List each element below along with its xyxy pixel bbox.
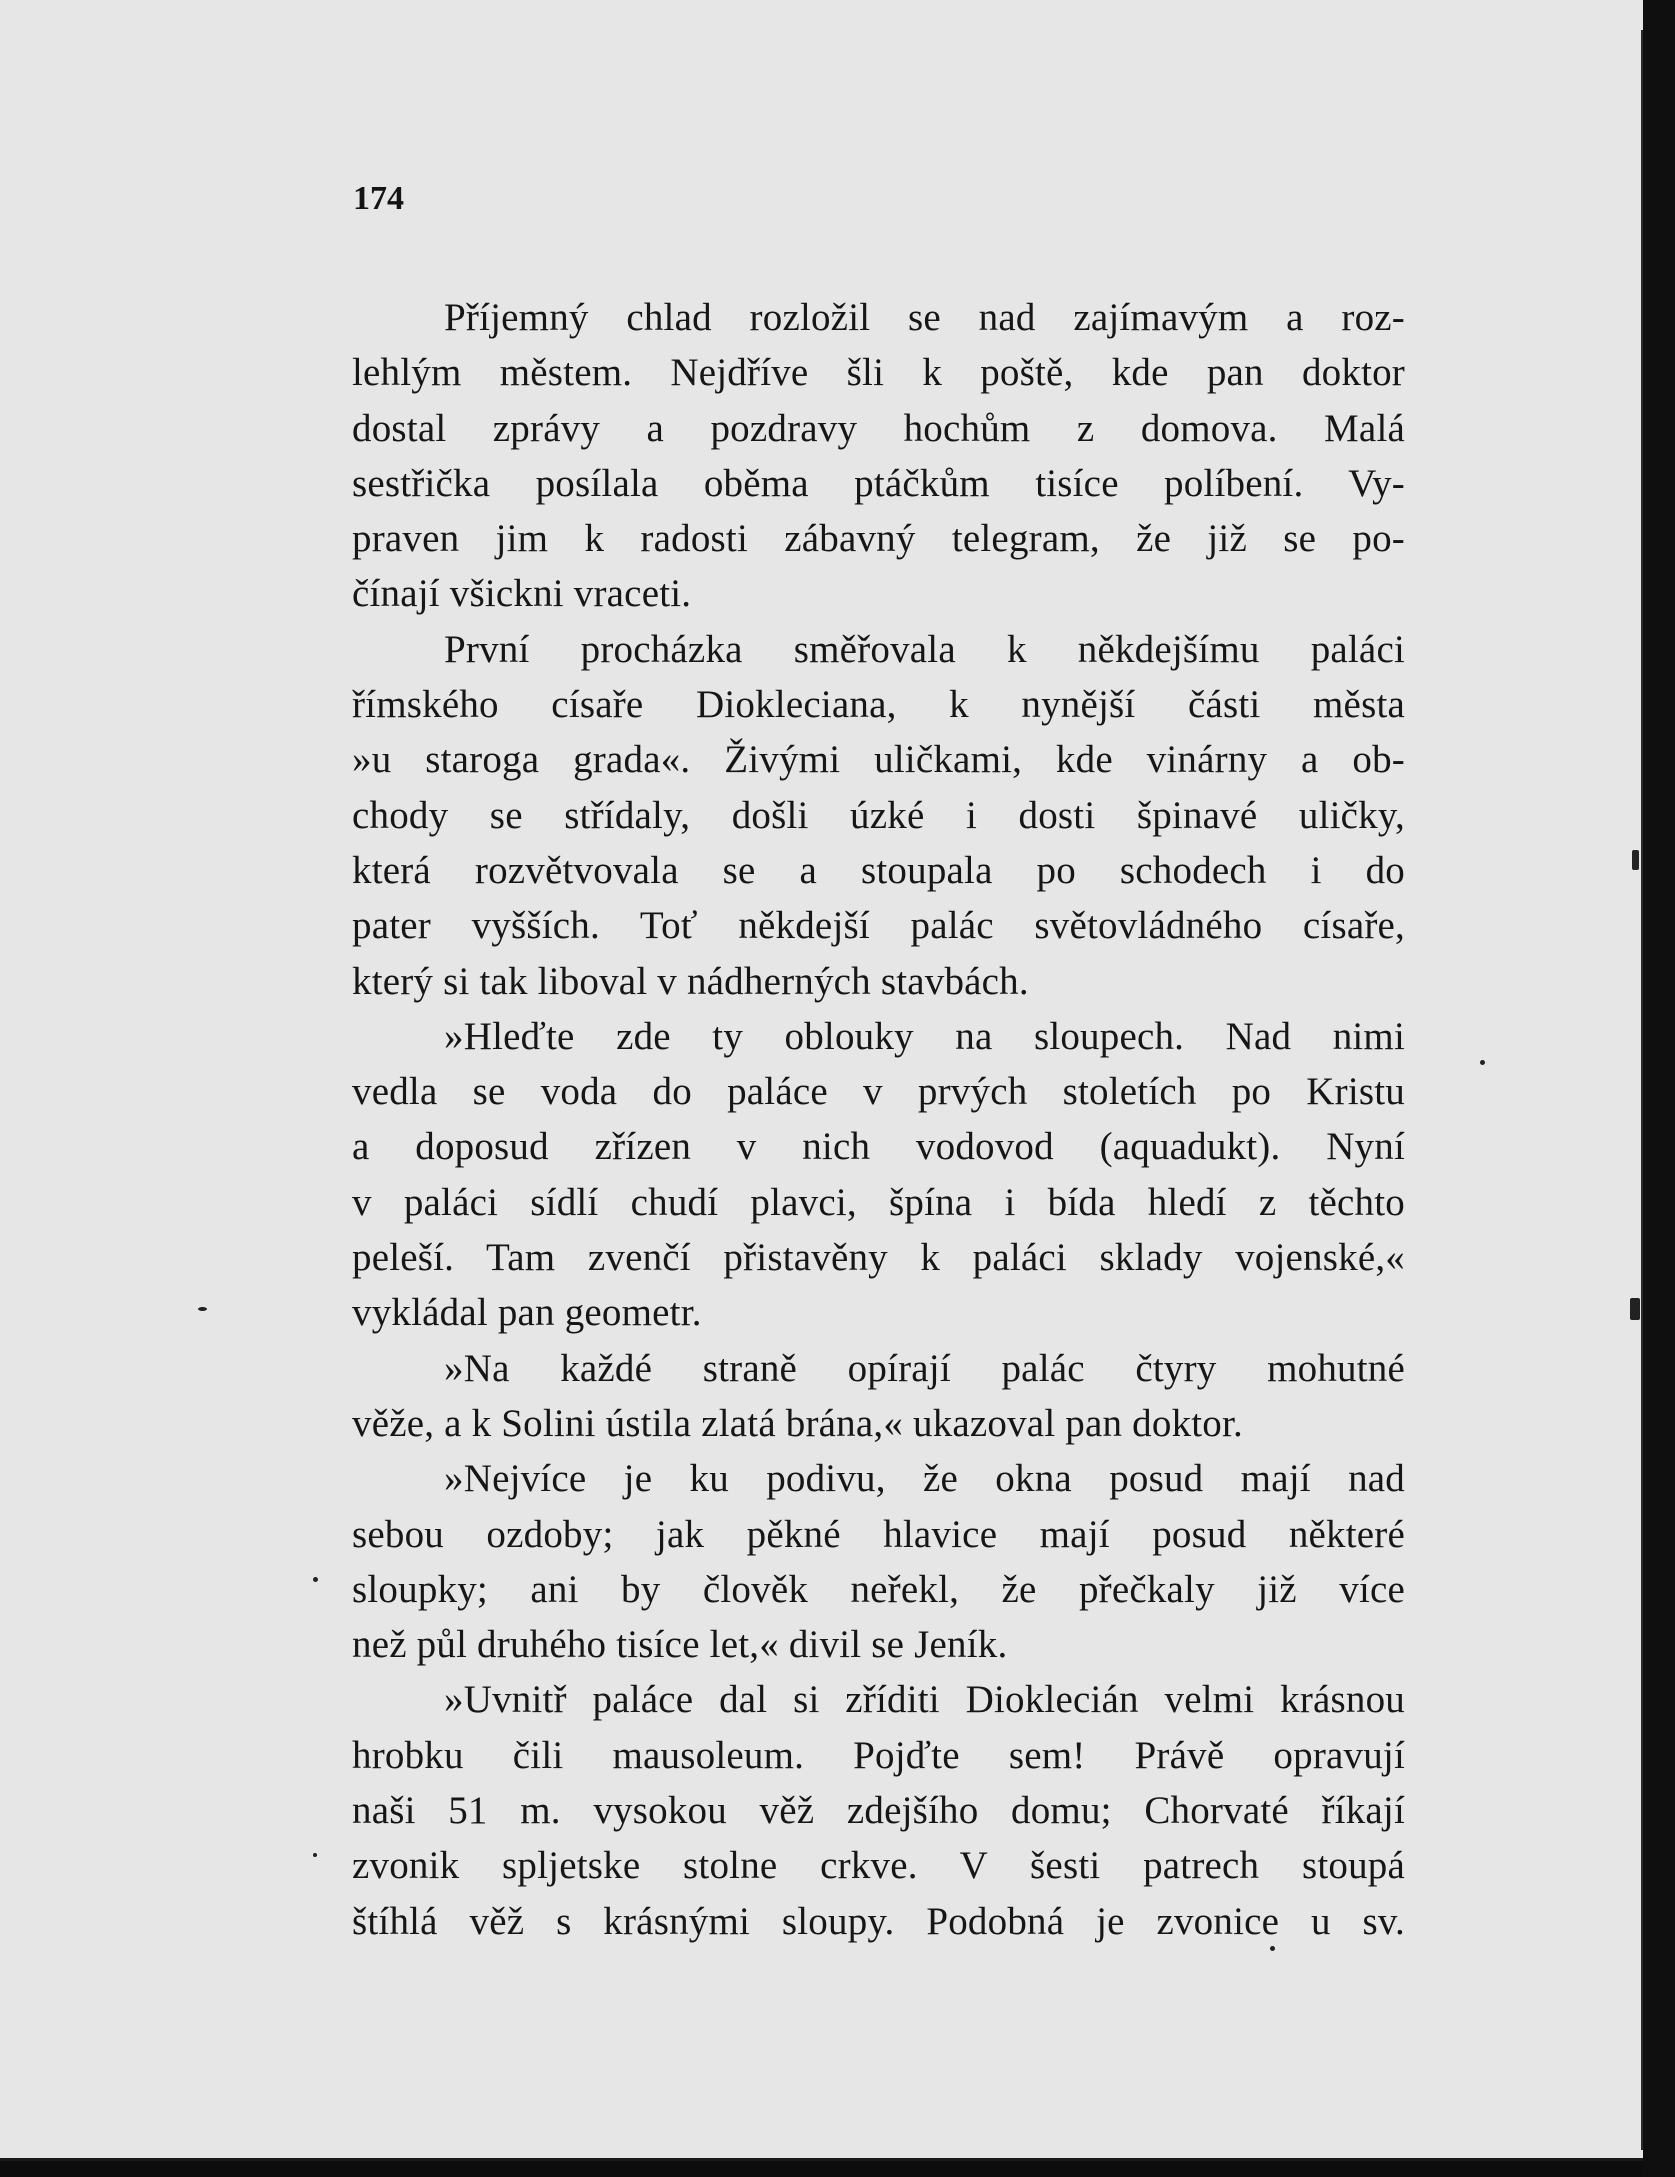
scan-border-bottom (0, 2158, 1643, 2161)
text-line: Příjemný chlad rozložil se nad zajímavým a roz- (444, 296, 1405, 339)
text-line: zvonik spljetske stolne crkve. V šesti patrech stoupá (352, 1844, 1405, 1888)
text-line: hrobku čili mausoleum. Pojďte sem! Právě opravují (352, 1733, 1405, 1777)
ink-speck (1480, 1060, 1485, 1065)
text-line: římského císaře Diokleciana, k nynější části města (352, 683, 1405, 727)
text-line: pater vyšších. Toť někdejší palác světovládného císaře, (352, 904, 1405, 948)
text-line: věže, a k Solini ústila zlatá brána,« ukazoval pan doktor. (352, 1401, 1243, 1445)
ink-speck (313, 1577, 318, 1582)
ink-speck (313, 1853, 317, 1857)
text-line: a doposud zřízen v nich vodovod (aquadukt). Nyní (352, 1125, 1405, 1169)
text-line: dostal zprávy a pozdravy hochům z domova. Malá (352, 406, 1405, 450)
text-line: »Hleďte zde ty oblouky na sloupech. Nad nimi (444, 1014, 1405, 1058)
ink-speck (198, 1307, 207, 1311)
text-line: sestřička posílala oběma ptáčkům tisíce políbení. Vy- (352, 461, 1405, 505)
ink-speck (1632, 850, 1639, 870)
text-line: »Na každé straně opírají palác čtyry mohutné (444, 1346, 1405, 1390)
text-line: vedla se voda do paláce v prvých stoletích po Kristu (352, 1070, 1405, 1114)
text-line: »Uvnitř paláce dal si zříditi Dioklecián velmi krásnou (444, 1678, 1405, 1722)
text-line: sebou ozdoby; jak pěkné hlavice mají posud některé (352, 1512, 1405, 1556)
text-line: naši 51 m. vysokou věž zdejšího domu; Chorvaté říkají (352, 1789, 1405, 1833)
text-line: sloupky; ani by člověk neřekl, že přečkaly již více (352, 1567, 1405, 1611)
text-line: První procházka směřovala k někdejšímu paláci (444, 627, 1405, 671)
text-line: štíhlá věž s krásnými sloupy. Podobná je zvonice u sv. (352, 1899, 1405, 1943)
text-line: lehlým městem. Nejdříve šli k poště, kde pan doktor (352, 351, 1405, 395)
text-line: »u staroga grada«. Živými uličkami, kde vinárny a ob- (352, 738, 1405, 782)
scan-border-right (1643, 0, 1675, 2177)
body-text (352, 290, 1405, 1949)
text-line: která rozvětvovala se a stoupala po schodech i do (352, 848, 1405, 892)
text-line: v paláci sídlí chudí plavci, špína i bída hledí z těchto (352, 1180, 1405, 1224)
ink-speck (1630, 1298, 1640, 1320)
text-line: »Nejvíce je ku podivu, že okna posud mají nad (444, 1457, 1405, 1501)
text-line: peleší. Tam zvenčí přistavěny k paláci sklady vojenské,« (352, 1236, 1405, 1280)
text-line: vykládal pan geometr. (352, 1291, 702, 1335)
text-line: praven jim k radosti zábavný telegram, že již se po- (352, 517, 1405, 561)
ink-speck (1270, 1946, 1275, 1951)
text-line: chody se střídaly, došli úzké i dosti špinavé uličky, (352, 793, 1405, 837)
page-number: 174 (353, 180, 404, 217)
text-line: čínají všickni vraceti. (352, 572, 692, 616)
text-line: který si tak liboval v nádherných stavbách. (352, 959, 1029, 1003)
text-line: než půl druhého tisíce let,« divil se Jeník. (352, 1623, 1008, 1667)
